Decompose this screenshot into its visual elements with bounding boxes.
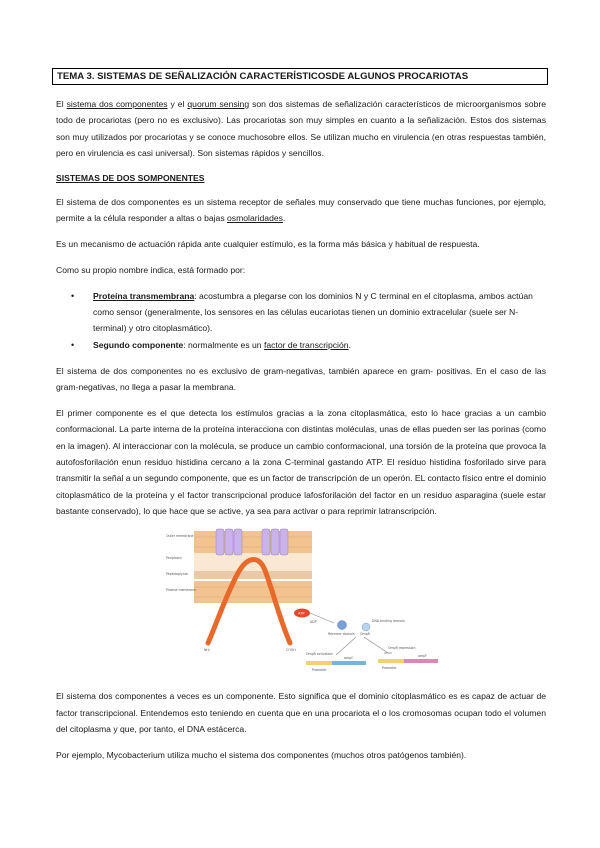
list-item-text: : acostumbra a plegarse con los dominios N y C terminal en el citoplasma, ambos actúan como sensor (generalmente, los sensores en las células eucariotas tienen un dominio extracelular (suele ser N-terminal) y otro citoplasmático). [93,290,533,334]
intro-paragraph [56,96,546,161]
term-proteina-transmembrana: Proteína transmembrana [93,290,195,301]
paragraph-8: Por ejemplo, Mycobacterium utiliza mucho el sistema dos componentes (muchos otros patógenos también). [56,749,467,760]
label-receiver-domain: Receiver domain [328,632,355,637]
text-span: El [56,99,67,109]
page-title: TEMA 3. SISTEMAS DE SEÑALIZACIÓN CARACTERÍSTICOSDE ALGUNOS PROCARIOTAS [52,68,548,85]
list-item [71,288,546,337]
bullet-icon: • [71,290,75,301]
text-span: son dos sistemas de señalización característicos de microorganismos sobre todo de procariotas (pero no es exclusivo). Las procariotas son muy simples en cuanto a la señalización. Estos dos sistemas son muy utilizados por procariotas y se conoce muchosobre ellos. Se utilizan mucho en virulencia (en otras respuestas también, pero en virulencia es casi universal). Son sistemas rápidos y sencillos. [56,99,547,158]
paragraph-2 [56,194,546,227]
text-span: . [282,213,286,224]
term-segundo-componente: Segundo componente [93,339,184,350]
paragraph-4: Como su propio nombre indica, está formado por: [56,265,246,276]
gene-ompc-icon [332,661,366,665]
label-plasma-membrane: Plasma membrane [166,588,196,593]
components-list [56,288,546,353]
text-span: y el [167,99,188,109]
ompr-dna-binding-icon [362,623,370,631]
paragraph-6: El primer componente es el que detecta los estímulos gracias a la zona citoplasmática, esto lo hace gracias a un cambio conformacional. La parte interna de la proteína interacciona con distintas moléculas, unas de ellas pueden ser las porinas (como en la imagen). Al interaccionar con la molécula, se produce un cambio conformacional, una torsión de la proteína que provoca la autofosforilación enun residuo histidina cercano a la zona C-terminal gastando ATP. El residuo histidina fosforilado sirve para transmitir la señal a un segundo componente, que es un factor de transcripción de un operón. EL contacto físico entre el dominio citoplasmático de la proteína y el factor transcripcional produce lafosforilación del factor en un residuo asparagina (suele estar bastante conservado), lo que hace que se active, ya sea para activar o para reprimir latranscripción. [56,408,546,516]
peptidoglycan-layer [194,571,312,579]
label-promoter-1: Promoter [312,668,327,673]
bullet-icon: • [71,339,75,350]
paragraph-5: El sistema de dos componentes no es exclusivo de gram-negativas, también aparece en gram- positivas. En el caso de las gram-negativas, no llega a pasar la membrana. [56,366,546,393]
label-ompr: OmpR [360,632,370,637]
label-nh2: NH₂ [204,648,211,653]
label-adp: ADP [310,620,317,625]
section-heading: SISTEMAS DE DOS SOMPONENTES [56,172,205,183]
text-span: El sistema de dos componentes es un sistema receptor de señales muy conservado que tiene muchas funciones, por ejemplo, permite a la célula responder a altas o bajas [56,197,546,224]
list-item [71,337,546,353]
paragraph-7: El sistema dos componentes a veces es un componente. Esto significa que el dominio citoplasmático es es capaz de actuar de factor transcripcional. Entendemos esto teniendo en cuenta que en una procariota el o los cromosomas ocupan todo el volumen del citoplasma y que, por tanto, el DNA estácerca. [56,691,546,734]
label-peptidoglycan: Peptidoglycan [166,572,189,577]
list-item-text: . [348,339,351,350]
document-body [56,96,546,772]
label-dna-binding: DNA binding domain [372,619,405,624]
link-sistema-dos-componentes[interactable]: sistema dos componentes [66,99,168,109]
arrow-repression-icon [364,637,388,653]
paragraph-3: Es un mecanismo de actuación rápida ante cualquier estímulo, es la forma más básica y habitual de respuesta. [56,239,480,250]
figure-diagram [156,525,446,681]
label-cooh: COOH [286,648,296,653]
outer-membrane-layer [194,531,312,553]
list-item-text: : normalmente es un [183,339,264,350]
two-component-figure [56,525,546,681]
label-ompr-repression: OmpR repression [388,646,416,651]
label-ompr-activation: OmpR activation [306,652,333,657]
ompr-receiver-icon [338,621,347,630]
gene-ompf-icon [404,659,438,663]
label-periplasm: Periplasm [166,556,182,561]
label-ompc: ompC [344,656,354,661]
label-promoter-2: Promoter [382,666,397,671]
arrow-activation-icon [336,637,356,655]
plasma-membrane-layer [194,581,312,603]
link-osmolaridades[interactable]: osmolaridades [227,213,283,224]
link-factor-de-transcripcion[interactable]: factor de transcripción [263,339,349,350]
link-quorum-sensing[interactable]: quorum sensing [187,99,250,109]
label-outer-membrane: Outer membrane [166,534,194,539]
label-ompf: ompF [418,654,427,659]
label-atp: ATP [298,611,305,616]
